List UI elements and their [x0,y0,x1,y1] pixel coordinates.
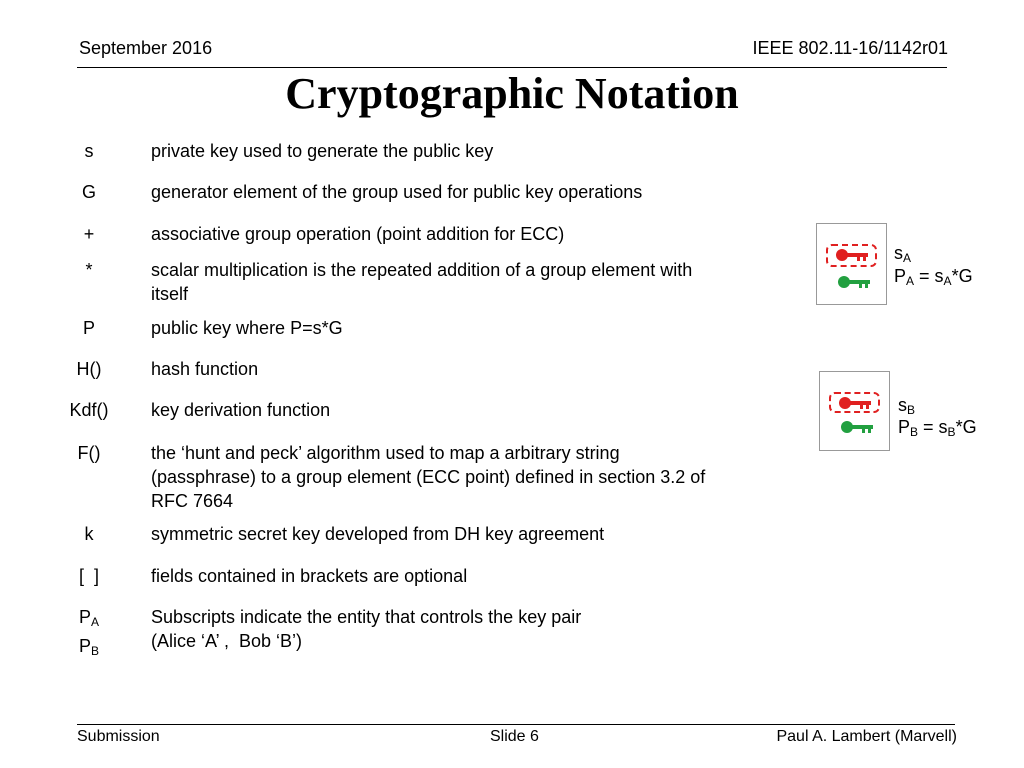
footer-author: Paul A. Lambert (Marvell) [776,728,957,745]
symbol: Kdf() [69,400,109,420]
symbol: k [84,524,94,544]
private-key-icon [835,247,871,263]
description [151,605,791,653]
keypair-a-box [816,223,887,305]
header-date: September 2016 [79,38,213,58]
description-line: (Alice ‘A’ , Bob ‘B’) [151,631,303,651]
description-line: the ‘hunt and peck’ algorithm used to map a arbitrary string [151,443,620,463]
description: associative group operation (point addition for ECC) [151,224,565,244]
description-line: itself [151,284,189,304]
public-key-icon [837,274,873,290]
slide-title: Cryptographic Notation [285,69,739,118]
footer-slide-number: Slide 6 [490,728,539,745]
symbol-base: P [78,636,91,656]
symbol: G [81,182,96,202]
keypair-a-private-label: $s_A$ [894,243,912,265]
symbol: H() [76,359,102,379]
symbol-subscript: A [91,615,100,629]
description: key derivation function [151,400,331,420]
symbol [60,605,118,663]
symbol: * [85,260,93,280]
footer-rule [77,724,955,725]
description: fields contained in brackets are optional [151,566,468,586]
keypair-b-box [819,371,890,451]
keypair-a-public-label: $P_A = s_A*G$ [894,266,973,288]
description-line: (passphrase) to a group element (ECC point) defined in section 3.2 of [151,467,706,487]
symbol: + [83,224,95,244]
symbol-subscript: B [91,644,100,658]
description-line: Subscripts indicate the entity that controls the key pair [151,607,582,627]
description: generator element of the group used for public key operations [151,182,643,202]
description: hash function [151,359,259,379]
footer-submission: Submission [77,728,160,745]
description [151,441,791,513]
header-doc-id: IEEE 802.11-16/1142r01 [752,38,948,58]
description-line: scalar multiplication is the repeated addition of a group element with [151,260,693,280]
description [151,258,791,306]
symbol: P [82,318,95,338]
description: symmetric secret key developed from DH key agreement [151,524,605,544]
description: private key used to generate the public key [151,141,494,161]
keypair-b-private-label: $s_B$ [898,395,916,417]
symbol: s [84,141,94,161]
private-key-icon [838,395,874,411]
symbol-base: P [78,607,91,627]
description: public key where P=s*G [151,318,343,338]
public-key-icon [840,419,876,435]
keypair-b-public-label: $P_B = s_B*G$ [898,417,977,439]
symbol: [ ] [78,566,99,586]
description-line: RFC 7664 [151,491,234,511]
symbol: F() [77,443,101,463]
